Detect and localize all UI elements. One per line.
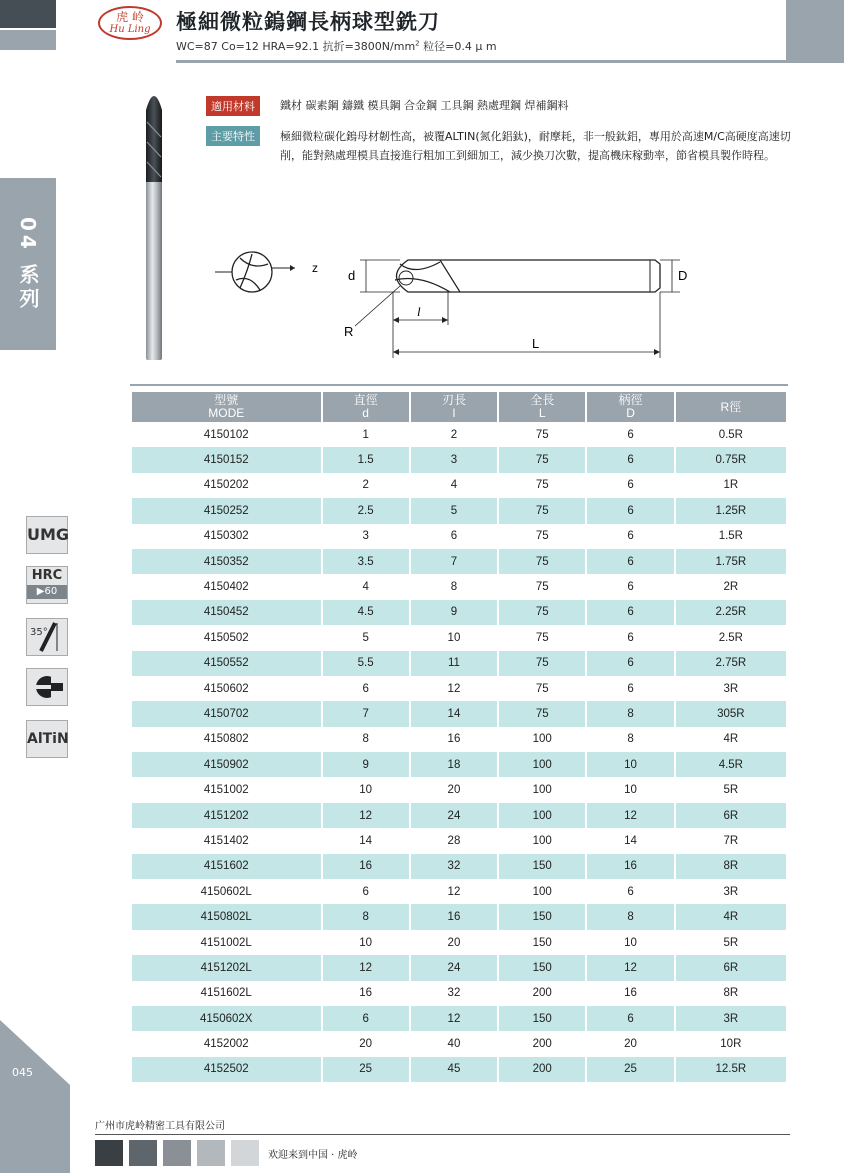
cell-overall-length: 200 xyxy=(499,1057,585,1082)
hrc-icon xyxy=(26,566,68,604)
features-text: 極細微粒碳化鎢母材韌性高，被覆ALTIN(氮化鋁鈦)，耐摩耗，非一般鈦鋁，專用於高速M/C高硬度高速切削，能對熱處理模具直接進行粗加工到細加工，減少換刀次數，提高機床稼動率，節省模具製作時程。 xyxy=(280,130,791,162)
cell-flute-length: 28 xyxy=(447,834,461,847)
cell-radius: 1R xyxy=(723,479,739,492)
cell-model: 4150552 xyxy=(132,651,321,676)
cell-flute-length: 45 xyxy=(411,1057,497,1082)
table-row xyxy=(132,600,786,625)
cell-shank-diameter: 8 xyxy=(627,733,634,746)
table-row xyxy=(132,422,786,447)
cell-diameter: 10 xyxy=(359,784,373,797)
cell-diameter: 10 xyxy=(359,936,373,949)
helix-angle-icon xyxy=(26,618,68,656)
cell-shank-diameter: 6 xyxy=(627,428,634,441)
company-name: 广州市虎岭精密工具有限公司 xyxy=(95,1121,225,1132)
cell-shank-diameter: 14 xyxy=(624,834,637,847)
footer-swatch xyxy=(231,1140,259,1166)
shank-diameter-label: D xyxy=(678,268,688,283)
cell-model: 4150452 xyxy=(132,600,321,625)
header-block-right xyxy=(786,0,844,60)
cell-flute-length: 12 xyxy=(411,1006,497,1031)
header-flute-length xyxy=(411,392,497,422)
cell-diameter: 2.5 xyxy=(323,498,409,523)
cell-diameter: 14 xyxy=(359,834,373,847)
cell-shank-diameter: 6 xyxy=(627,885,634,898)
cell-radius: 1.25R xyxy=(676,498,786,523)
page-corner xyxy=(0,1020,70,1173)
cell-shank-diameter: 25 xyxy=(587,1057,673,1082)
cell-shank-diameter: 6 xyxy=(587,651,673,676)
cell-overall-length: 75 xyxy=(499,701,585,726)
cell-shank-diameter: 8 xyxy=(587,904,673,929)
cell-diameter: 8 xyxy=(362,733,369,746)
cell-radius: 3R xyxy=(676,1006,786,1031)
cell-diameter: 5 xyxy=(362,631,369,644)
cell-overall-length: 150 xyxy=(499,1006,585,1031)
cell-radius: 7R xyxy=(723,834,739,847)
cell-diameter: 6 xyxy=(362,682,369,695)
cell-flute-length: 20 xyxy=(447,784,461,797)
table-row xyxy=(132,727,786,752)
cell-flute-length: 11 xyxy=(411,651,497,676)
page-title: 極細微粒鎢鋼長柄球型銑刀 xyxy=(176,10,440,34)
table-row xyxy=(132,904,786,929)
cell-diameter: 16 xyxy=(323,854,409,879)
cell-radius: 2.25R xyxy=(676,600,786,625)
cell-overall-length: 100 xyxy=(532,784,552,797)
header-diameter-cn: 直徑 xyxy=(353,393,378,407)
cell-radius: 12.5R xyxy=(676,1057,786,1082)
cell-overall-length: 100 xyxy=(499,752,585,777)
cell-shank-diameter: 6 xyxy=(587,498,673,523)
cell-radius: 5R xyxy=(723,936,739,949)
hrc-label: HRC xyxy=(31,568,63,583)
cell-flute-length: 24 xyxy=(411,803,497,828)
umg-icon: UMG xyxy=(26,516,68,554)
table-row xyxy=(132,701,786,726)
cell-shank-diameter: 16 xyxy=(587,854,673,879)
z-label: z xyxy=(312,261,318,275)
cell-radius: 3R xyxy=(723,682,739,695)
cell-radius: 10R xyxy=(720,1038,742,1051)
header-block-light xyxy=(0,30,56,50)
cell-shank-diameter: 6 xyxy=(627,631,634,644)
cell-model: 4150252 xyxy=(132,498,321,523)
cell-shank-diameter: 6 xyxy=(587,1006,673,1031)
cell-diameter: 8 xyxy=(323,904,409,929)
cell-overall-length: 75 xyxy=(499,498,585,523)
cell-model: 4150402 xyxy=(203,581,249,594)
table-row xyxy=(132,955,786,980)
cell-diameter: 9 xyxy=(323,752,409,777)
cell-shank-diameter: 6 xyxy=(587,447,673,472)
hrc-value: ▶60 xyxy=(27,585,67,599)
header-diameter-en: d xyxy=(362,406,369,420)
cell-overall-length: 100 xyxy=(532,885,552,898)
cell-model: 4150102 xyxy=(203,428,249,441)
cell-shank-diameter: 6 xyxy=(627,581,634,594)
cell-radius: 4R xyxy=(723,733,739,746)
table-row xyxy=(132,447,786,472)
header-flute-en: l xyxy=(452,406,456,420)
cell-overall-length: 100 xyxy=(532,733,552,746)
cell-flute-length: 16 xyxy=(411,904,497,929)
cell-flute-length: 8 xyxy=(450,581,458,594)
material-specs xyxy=(176,38,497,54)
cell-model: 4150352 xyxy=(132,549,321,574)
cell-model: 4150902 xyxy=(132,752,321,777)
table-row xyxy=(132,549,786,574)
cell-radius: 5R xyxy=(723,784,739,797)
cell-model: 4151002 xyxy=(203,784,249,797)
cell-model: 4150802L xyxy=(132,904,321,929)
cell-model: 4152502 xyxy=(132,1057,321,1082)
header-overall-length xyxy=(499,392,585,422)
cell-overall-length: 200 xyxy=(532,987,552,1000)
cell-overall-length: 75 xyxy=(535,479,549,492)
cell-shank-diameter: 20 xyxy=(624,1038,637,1051)
table-row xyxy=(132,473,786,498)
cell-radius: 8R xyxy=(723,987,739,1000)
footer-swatch xyxy=(197,1140,225,1166)
cell-diameter: 5.5 xyxy=(323,651,409,676)
series-tab-label: 04 系列 xyxy=(16,216,40,312)
cell-overall-length: 100 xyxy=(499,803,585,828)
footer-divider xyxy=(95,1134,790,1135)
table-row xyxy=(132,879,786,904)
cell-diameter: 4.5 xyxy=(323,600,409,625)
cell-model: 4151602 xyxy=(132,854,321,879)
cell-diameter: 3 xyxy=(362,530,369,543)
header-model xyxy=(132,392,321,422)
radius-label: R xyxy=(344,324,354,339)
cell-shank-diameter: 6 xyxy=(627,682,634,695)
cell-overall-length: 75 xyxy=(499,549,585,574)
cell-radius: 305R xyxy=(676,701,786,726)
cell-model: 4152002 xyxy=(203,1038,249,1051)
flute-length-label: l xyxy=(417,304,421,319)
table-row xyxy=(132,752,786,777)
cell-flute-length: 18 xyxy=(411,752,497,777)
logo-en: Hu Ling xyxy=(109,24,151,35)
cell-model: 4150702 xyxy=(132,701,321,726)
cell-flute-length: 10 xyxy=(447,631,461,644)
cell-radius: 2R xyxy=(723,581,739,594)
header-overall-en: L xyxy=(538,406,546,420)
table-row xyxy=(132,803,786,828)
cell-shank-diameter: 6 xyxy=(627,530,634,543)
cell-radius: 4.5R xyxy=(676,752,786,777)
cell-overall-length: 75 xyxy=(535,428,549,441)
cell-shank-diameter: 16 xyxy=(624,987,637,1000)
cell-flute-length: 32 xyxy=(411,854,497,879)
cell-radius: 1.75R xyxy=(676,549,786,574)
materials-text: 鐵材 碳素鋼 鑄鐵 模具鋼 合金鋼 工具鋼 熱處理鋼 焊補鋼料 xyxy=(280,99,569,112)
table-row xyxy=(132,930,786,955)
cell-diameter: 20 xyxy=(359,1038,373,1051)
table-body xyxy=(132,422,786,1082)
cell-flute-length: 12 xyxy=(447,682,461,695)
overall-length-label: L xyxy=(532,336,540,351)
cell-flute-length: 6 xyxy=(450,530,458,543)
cell-diameter: 1.5 xyxy=(323,447,409,472)
cell-model: 4151402 xyxy=(203,834,249,847)
ball-nose-icon xyxy=(26,668,68,706)
cell-flute-length: 5 xyxy=(411,498,497,523)
footer-swatch xyxy=(95,1140,123,1166)
table-header-row xyxy=(132,392,786,422)
cell-radius: 6R xyxy=(676,803,786,828)
cell-radius: 4R xyxy=(676,904,786,929)
table-row xyxy=(132,828,786,853)
cell-diameter: 12 xyxy=(323,955,409,980)
table-row xyxy=(132,651,786,676)
cell-overall-length: 150 xyxy=(499,904,585,929)
features-tag: 主要特性 xyxy=(206,126,260,146)
materials-tag: 適用材料 xyxy=(206,96,260,116)
header-block-dark xyxy=(0,0,56,28)
cell-flute-length: 2 xyxy=(450,428,458,441)
cell-model: 4150602L xyxy=(200,885,252,898)
cell-diameter: 16 xyxy=(359,987,373,1000)
cell-diameter: 7 xyxy=(323,701,409,726)
table-row xyxy=(132,1006,786,1031)
cell-flute-length: 7 xyxy=(411,549,497,574)
cell-shank-diameter: 10 xyxy=(624,936,637,949)
cell-radius: 2.75R xyxy=(676,651,786,676)
small-diameter-label: d xyxy=(348,268,356,283)
table-row xyxy=(132,625,786,650)
cell-flute-length: 12 xyxy=(447,885,461,898)
cell-shank-diameter: 10 xyxy=(624,784,637,797)
side-view-drawing xyxy=(355,260,680,358)
cell-shank-diameter: 12 xyxy=(587,955,673,980)
cell-diameter: 6 xyxy=(323,1006,409,1031)
header-overall-cn: 全長 xyxy=(530,393,555,407)
header-radius xyxy=(676,392,786,422)
table-row xyxy=(132,574,786,599)
cell-overall-length: 150 xyxy=(499,955,585,980)
footer-swatch xyxy=(163,1140,191,1166)
cell-overall-length: 200 xyxy=(532,1038,552,1051)
cell-diameter: 12 xyxy=(323,803,409,828)
header-shank-diameter xyxy=(587,392,673,422)
cell-overall-length: 150 xyxy=(499,854,585,879)
header-shank-en: D xyxy=(626,406,635,420)
cell-diameter: 2 xyxy=(362,479,369,492)
brand-logo xyxy=(98,6,162,40)
cell-radius: 3R xyxy=(723,885,739,898)
cell-shank-diameter: 6 xyxy=(627,479,634,492)
cell-radius: 1.5R xyxy=(718,530,743,543)
ball-end-mill-image xyxy=(134,82,174,362)
cell-model: 4151602L xyxy=(200,987,252,1000)
cell-model: 4150502 xyxy=(203,631,249,644)
header-shank-cn: 柄徑 xyxy=(618,393,643,407)
end-view-drawing xyxy=(215,252,295,292)
cell-overall-length: 75 xyxy=(499,600,585,625)
header-flute-cn: 刃長 xyxy=(441,393,466,407)
table-row xyxy=(132,1057,786,1082)
logo-cn: 虎 岭 xyxy=(116,10,144,24)
cell-flute-length: 3 xyxy=(411,447,497,472)
cell-overall-length: 75 xyxy=(499,447,585,472)
table-row xyxy=(132,1031,786,1056)
specs-suffix: 粒径=0.4 μ m xyxy=(419,40,497,53)
cell-overall-length: 75 xyxy=(535,581,549,594)
header-diameter xyxy=(323,392,409,422)
dimension-diagram xyxy=(210,240,700,370)
table-top-divider xyxy=(130,384,788,386)
header-model-cn: 型號 xyxy=(214,393,239,407)
cell-diameter: 4 xyxy=(362,581,369,594)
table-row xyxy=(132,676,786,701)
header-divider xyxy=(176,60,844,63)
cell-overall-length: 75 xyxy=(535,682,549,695)
cell-shank-diameter: 6 xyxy=(587,549,673,574)
table-row xyxy=(132,777,786,802)
cell-diameter: 3.5 xyxy=(323,549,409,574)
cell-flute-length: 14 xyxy=(411,701,497,726)
helix-angle-label: 35° xyxy=(30,627,48,638)
cell-flute-length: 4 xyxy=(450,479,458,492)
specs-sup: 2 xyxy=(415,39,420,48)
table-row xyxy=(132,524,786,549)
cell-overall-length: 75 xyxy=(535,530,549,543)
cell-shank-diameter: 8 xyxy=(587,701,673,726)
altin-coating-icon: AlTiN xyxy=(26,720,68,758)
cell-model: 4150202 xyxy=(203,479,249,492)
cell-shank-diameter: 10 xyxy=(587,752,673,777)
cell-model: 4151202L xyxy=(132,955,321,980)
specs-prefix: WC=87 Co=12 HRA=92.1 抗折=3800N/mm xyxy=(176,40,416,53)
cell-shank-diameter: 6 xyxy=(587,600,673,625)
cell-radius: 0.75R xyxy=(676,447,786,472)
cell-flute-length: 9 xyxy=(411,600,497,625)
header-radius-cn: R徑 xyxy=(720,399,742,414)
cell-diameter: 6 xyxy=(362,885,369,898)
cell-diameter: 1 xyxy=(362,428,369,441)
cell-radius: 2.5R xyxy=(718,631,743,644)
spec-table xyxy=(130,392,788,1082)
cell-flute-length: 16 xyxy=(447,733,461,746)
cell-model: 4150602 xyxy=(203,682,249,695)
cell-model: 4150802 xyxy=(203,733,249,746)
cell-flute-length: 32 xyxy=(447,987,461,1000)
table-row xyxy=(132,981,786,1006)
welcome-text: 欢迎来到中国 · 虎岭 xyxy=(268,1150,358,1161)
cell-diameter: 25 xyxy=(323,1057,409,1082)
cell-overall-length: 150 xyxy=(532,936,552,949)
cell-model: 4150302 xyxy=(203,530,249,543)
cell-flute-length: 40 xyxy=(447,1038,461,1051)
cell-flute-length: 24 xyxy=(411,955,497,980)
cell-radius: 0.5R xyxy=(718,428,743,441)
cell-overall-length: 75 xyxy=(535,631,549,644)
cell-model: 4150152 xyxy=(132,447,321,472)
page-number: 045 xyxy=(12,1066,33,1079)
cell-model: 4151002L xyxy=(200,936,252,949)
cell-radius: 8R xyxy=(676,854,786,879)
header-model-en: MODE xyxy=(208,406,245,420)
cell-overall-length: 75 xyxy=(499,651,585,676)
table-row xyxy=(132,498,786,523)
cell-model: 4150602X xyxy=(132,1006,321,1031)
footer-swatch xyxy=(129,1140,157,1166)
cell-radius: 6R xyxy=(676,955,786,980)
cell-overall-length: 100 xyxy=(532,834,552,847)
cell-model: 4151202 xyxy=(132,803,321,828)
cell-flute-length: 20 xyxy=(447,936,461,949)
table-row xyxy=(132,854,786,879)
cell-shank-diameter: 12 xyxy=(587,803,673,828)
